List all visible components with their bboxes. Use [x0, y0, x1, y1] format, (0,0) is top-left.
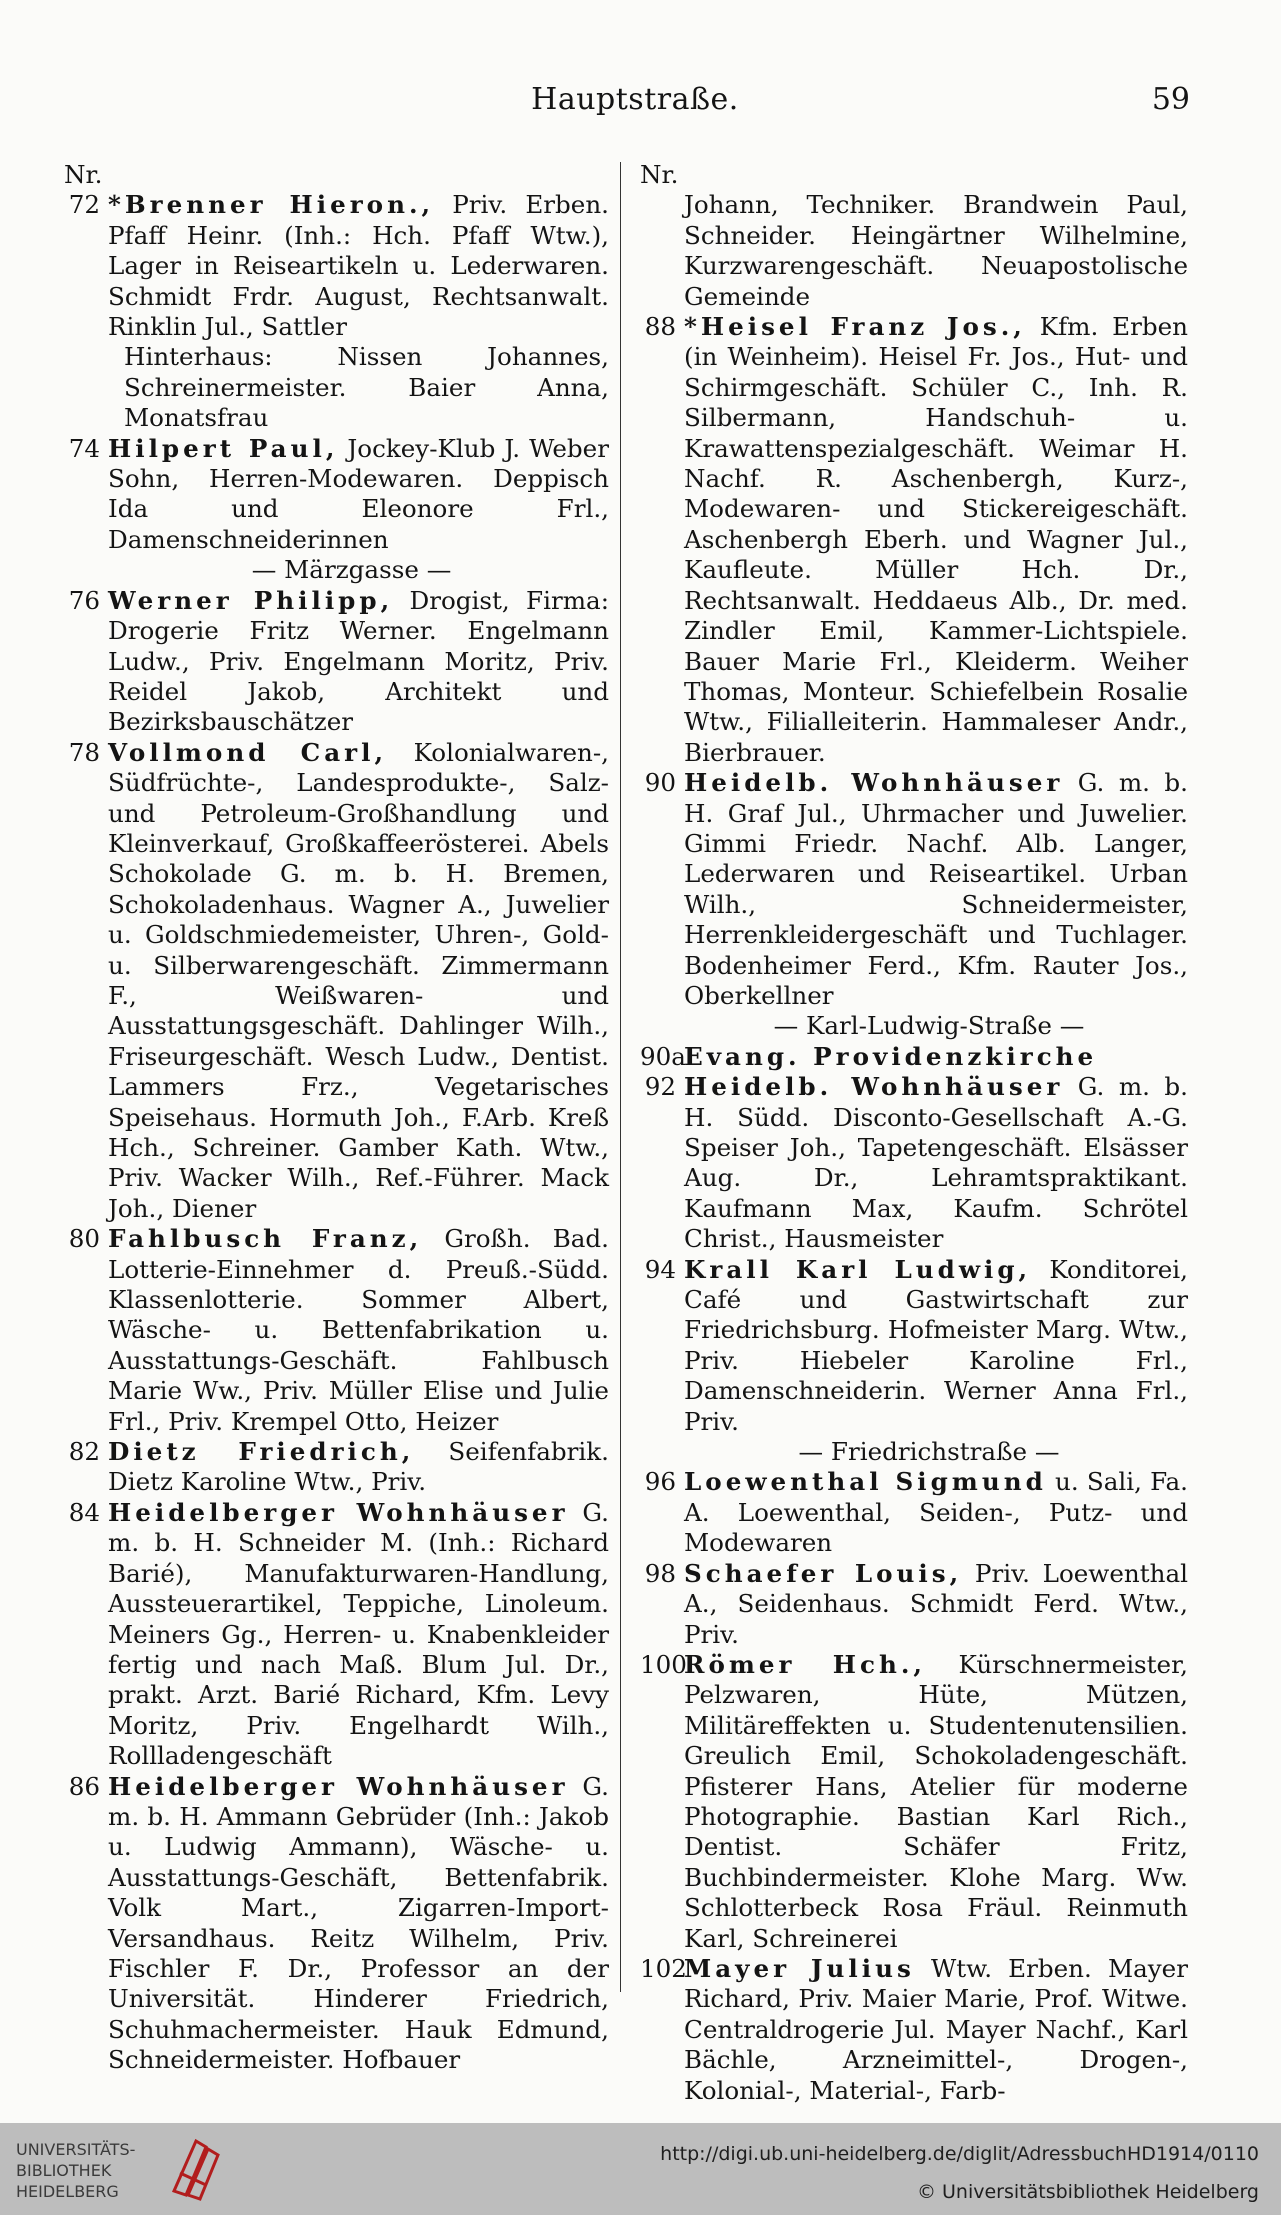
house-number: 88 — [644, 312, 676, 342]
logo-line: HEIDELBERG — [16, 2182, 119, 2201]
entry-text — [684, 1650, 1188, 1954]
house-number: 84 — [68, 1497, 100, 1527]
address-entry — [640, 1042, 1188, 1072]
column-label: Nr. — [640, 160, 679, 189]
entry-text — [108, 1224, 609, 1437]
occupants-text: Wtw. Erben. Mayer Richard, Priv. Maier Marie, Prof. Witwe. Centraldrogerie Jul. Mayer Nachf., Karl Bächle, Arzneimittel-, Drogen-, Kolonial-, Material-, Farb- — [684, 1953, 1188, 2105]
house-number: 94 — [644, 1254, 676, 1284]
address-entry — [640, 1650, 1188, 1954]
house-number: 98 — [644, 1558, 676, 1588]
entry-continuation: Johann, Techniker. Brandwein Paul, Schneider. Heingärtner Wilhelmine, Kurzwarengeschäft. Neuapostolische Gemeinde — [684, 190, 1188, 311]
entry-text — [108, 190, 609, 342]
entry-text — [108, 434, 609, 556]
entry-text — [108, 1498, 609, 1772]
house-number: 90 — [644, 768, 676, 798]
owner-name: Evang. Providenzkirche — [684, 1041, 1098, 1071]
house-number: 72 — [68, 190, 100, 220]
address-entry — [64, 1772, 609, 2076]
house-number: 82 — [68, 1437, 100, 1467]
address-entry — [64, 434, 609, 556]
street-heading: — Märzgasse — — [251, 555, 452, 585]
occupants-text: G. m. b. H. Graf Jul., Uhrmacher und Juwelier. Gimmi Friedr. Nachf. Alb. Langer, Lederwaren und Reiseartikel. Urban Wilh., Schneidermeister, Herrenkleidergeschäft und Tuchlager. Bodenheimer Ferd., Kfm. Rauter Jos., Oberkellner — [684, 768, 1188, 1010]
occupants-text: Jockey-Klub J. Weber Sohn, Herren-Modewaren. Deppisch Ida und Eleonore Frl., Damenschneiderinnen — [108, 433, 609, 554]
address-entry — [640, 1072, 1188, 1254]
house-number: 80 — [68, 1224, 100, 1254]
address-entry — [640, 312, 1188, 768]
occupants-text: Großh. Bad. Lotterie-Einnehmer d. Preuß.-Südd. Klassenlotterie. Sommer Albert, Wäsche- u. Bettenfabrikation u. Ausstattungs-Geschäft. Fahlbusch Marie Ww., Priv. Müller Elise und Julie Frl., Priv. Krempel Otto, Heizer — [108, 1224, 609, 1436]
entry-text — [108, 586, 609, 738]
owner-name: Heidelb. Wohnhäuser — [684, 1072, 1064, 1102]
house-number: 102 — [640, 1953, 687, 1983]
address-entry — [640, 768, 1188, 1011]
occupants-text: Kfm. Erben (in Weinheim). Heisel Fr. Jos., Hut- und Schirmgeschäft. Schüler C., Inh. R. Silbermann, Handschuh- u. Krawattenspezialgeschäft. Weimar H. Nachf. R. Aschenbergh, Kurz-, Modewaren- und Stickereigeschäft. Aschenbergh Eberh. und Wagner Jul., Kaufleute. Müller Hch. Dr., Rechtsanwalt. Heddaeus Alb., Dr. med. Zindler Emil, Kammer-Lichtspiele. Bauer Marie Frl., Kleiderm. Weiher Thomas, Monteur. Schiefelbein Rosalie Wtw., Filialleiterin. Hammaleser Andr., Bierbrauer. — [684, 312, 1188, 767]
logo-line: UNIVERSITÄTS- — [16, 2140, 136, 2159]
occupants-text: Seifenfabrik. Dietz Karoline Wtw., Priv. — [108, 1437, 609, 1497]
house-number: 78 — [68, 737, 100, 767]
page-header — [80, 82, 1190, 122]
address-entry — [640, 1255, 1188, 1437]
house-number: 86 — [68, 1771, 100, 1801]
page-number: 59 — [1151, 82, 1190, 117]
logo-text — [16, 2139, 135, 2202]
owner-name: Hilpert Paul, — [108, 433, 339, 463]
street-heading: — Karl-Ludwig-Straße — — [773, 1011, 1085, 1041]
occupants-text: Kürschnermeister, Pelzwaren, Hüte, Mützen, Militäreffekten u. Studentenutensilien. Greulich Emil, Schokoladengeschäft. Pfisterer Hans, Atelier für moderne Photographie. Bastian Karl Rich., Dentist. Schäfer Fritz, Buchbindermeister. Klohe Marg. Ww. Schlotterbeck Rosa Fräul. Reinmuth Karl, Schreinerei — [684, 1649, 1188, 1953]
library-emblem-icon — [166, 2133, 226, 2205]
entry-text — [108, 1772, 609, 2076]
owner-name: Mayer Julius — [684, 1953, 915, 1983]
occupants-text: G. m. b. H. Ammann Gebrüder (Inh.: Jakob u. Ludwig Ammann), Wäsche- u. Ausstattungs-Geschäft, Bettenfabrik. Volk Mart., Zigarren-Import-Versandhaus. Reitz Wilhelm, Priv. Fischler F. Dr., Professor an der Universität. Hinderer Friedrich, Schuhmachermeister. Hauk Edmund, Schneidermeister. Hofbauer — [108, 1771, 609, 2075]
entry-text — [684, 1042, 1188, 1072]
column-label: Nr. — [64, 160, 103, 189]
copyright-notice: © Universitätsbibliothek Heidelberg — [916, 2181, 1259, 2203]
library-logo — [16, 2133, 216, 2205]
entry-text — [684, 1559, 1188, 1650]
entry-text — [108, 1437, 609, 1498]
house-number: 96 — [644, 1467, 676, 1497]
logo-line: BIBLIOTHEK — [16, 2161, 112, 2180]
house-number: 90a — [640, 1041, 686, 1071]
owner-name: Heidelberger Wohnhäuser — [108, 1497, 569, 1527]
owner-name: Schaefer Louis, — [684, 1558, 963, 1588]
owner-name: Krall Karl Ludwig, — [684, 1254, 1032, 1284]
owner-name: Loewenthal Sigmund — [684, 1467, 1047, 1497]
occupants-text: Priv. Erben. Pfaff Heinr. (Inh.: Hch. Pfaff Wtw.), Lager in Reiseartikeln u. Lederwaren. Schmidt Frdr. August, Rechtsanwalt. Rinklin Jul., Sattler — [108, 190, 609, 342]
owner-name: Vollmond Carl, — [108, 737, 388, 767]
occupants-text: Drogist, Firma: Drogerie Fritz Werner. Engelmann Ludw., Priv. Engelmann Moritz, Priv. Reidel Jakob, Architekt und Bezirksbauschätzer — [108, 585, 609, 737]
owner-name: Heidelb. Wohnhäuser — [684, 768, 1064, 798]
entry-text — [684, 768, 1188, 1011]
address-entry — [64, 1437, 609, 1498]
occupants-text: Konditorei, Café und Gastwirtschaft zur Friedrichsburg. Hofmeister Marg. Wtw., Priv. Hiebeler Karoline Frl., Damenschneiderin. Werner Anna Frl., Priv. — [684, 1254, 1188, 1436]
column-divider — [620, 162, 621, 1992]
address-entry — [640, 1467, 1188, 1558]
entry-text — [684, 1467, 1188, 1558]
entry-text — [684, 1255, 1188, 1437]
occupants-text: G. m. b. H. Schneider M. (Inh.: Richard Barié), Manufakturwaren-Handlung, Aussteuerartikel, Teppiche, Linoleum. Meiners Gg., Herren- u. Knabenkleider fertig und nach Maß. Blum Jul. Dr., prakt. Arzt. Barié Richard, Kfm. Levy Moritz, Priv. Engelhardt Wilh., Rollladengeschäft — [108, 1497, 609, 1771]
owner-name: *Heisel Franz Jos., — [684, 312, 1026, 342]
address-entry — [64, 738, 609, 1225]
occupants-text: Kolonialwaren-, Südfrüchte-, Landesprodukte-, Salz- und Petroleum-Großhandlung und Kleinverkauf, Großkaffeerösterei. Abels Schokolade G. m. b. H. Bremen, Schokoladenhaus. Wagner A., Juwelier u. Goldschmiedemeister, Uhren-, Gold- u. Silberwarengeschäft. Zimmermann F., Weißwaren- und Ausstattungsgeschäft. Dahlinger Wilh., Friseurgeschäft. Wesch Ludw., Dentist. Lammers Frz., Vegetarisches Speisehaus. Hormuth Joh., F.Arb. Kreß Hch., Schreiner. Gamber Kath. Wtw., Priv. Wacker Wilh., Ref.-Führer. Mack Joh., Diener — [108, 737, 609, 1223]
address-entry — [640, 1559, 1188, 1650]
house-number: 92 — [644, 1072, 676, 1102]
owner-name: Dietz Friedrich, — [108, 1437, 415, 1467]
owner-name: Heidelberger Wohnhäuser — [108, 1771, 569, 1801]
page-title: Hauptstraße. — [531, 82, 739, 117]
house-number: 76 — [68, 585, 100, 615]
address-entry — [64, 1224, 609, 1437]
occupants-text: G. m. b. H. Südd. Disconto-Gesellschaft A.-G. Speiser Joh., Tapetengeschäft. Elsässer Aug. Dr., Lehramtspraktikant. Kaufmann Max, Kaufm. Schrötel Christ., Hausmeister — [684, 1072, 1188, 1254]
entry-text — [684, 312, 1188, 768]
entry-text — [108, 738, 609, 1225]
street-heading: — Friedrichstraße — — [798, 1437, 1060, 1467]
owner-name: Römer Hch., — [684, 1649, 926, 1679]
entry-text — [684, 1954, 1188, 2106]
right-column — [640, 160, 1188, 2106]
address-entry — [64, 190, 609, 342]
footer-bar — [0, 2123, 1281, 2215]
occupants-text: Priv. Loewenthal A., Seidenhaus. Schmidt Ferd. Wtw., Priv. — [684, 1558, 1188, 1649]
entry-continuation: Hinterhaus: Nissen Johannes, Schreinermeister. Baier Anna, Monatsfrau — [124, 342, 609, 433]
left-column — [64, 160, 609, 2076]
owner-name: Werner Philipp, — [108, 585, 394, 615]
occupants-text: u. Sali, Fa. A. Loewenthal, Seiden-, Putz- und Modewaren — [684, 1467, 1188, 1558]
address-entry — [640, 1954, 1188, 2106]
address-entry — [64, 586, 609, 738]
owner-name: Fahlbusch Franz, — [108, 1224, 423, 1254]
owner-name: *Brenner Hieron., — [108, 190, 435, 220]
house-number: 100 — [640, 1649, 687, 1679]
entry-text — [684, 1072, 1188, 1254]
source-url[interactable]: http://digi.ub.uni-heidelberg.de/diglit/AdressbuchHD1914/0110 — [660, 2143, 1259, 2165]
address-entry — [64, 1498, 609, 1772]
house-number: 74 — [68, 433, 100, 463]
